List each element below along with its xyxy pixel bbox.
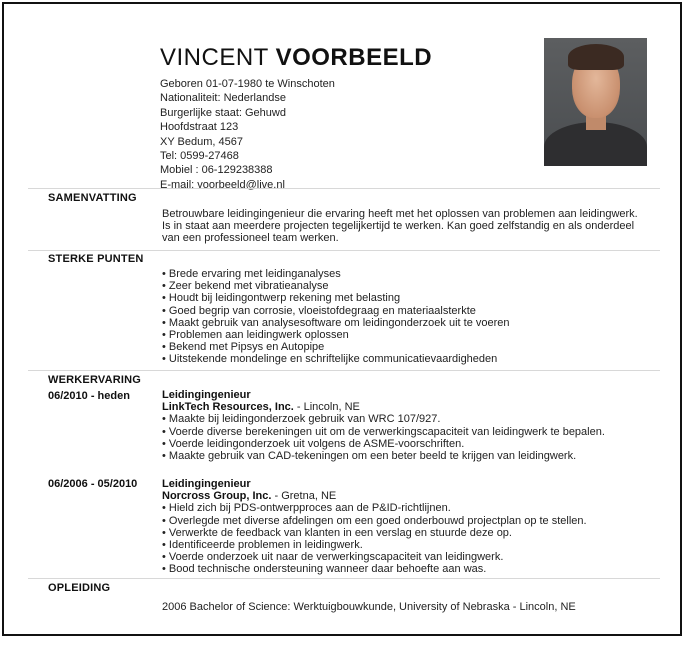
list-item: • Maakt gebruik van analysesoftware om leidingonderzoek uit te voeren [162, 317, 638, 329]
contact-phone: Tel: 0599-27468 [160, 150, 239, 163]
contact-street: Hoofdstraat 123 [160, 121, 239, 134]
list-item: • Zeer bekend met vibratieanalyse [162, 280, 638, 292]
list-item: • Hield zich bij PDS-ontwerpproces aan de P&ID-richtlijnen. [162, 502, 638, 514]
profile-photo [544, 38, 647, 166]
list-item: • Maakte gebruik van CAD-tekeningen om een beter beeld te krijgen van leidingwerk. [162, 450, 638, 462]
list-item: • Bekend met Pipsys en Autopipe [162, 341, 638, 353]
job-entry [162, 478, 638, 576]
strengths-list [162, 268, 638, 366]
contact-email: E-mail: voorbeeld@live.nl [160, 178, 285, 191]
section-divider [28, 370, 660, 371]
list-item: • Problemen aan leidingwerk oplossen [162, 329, 638, 341]
contact-marital-status: Burgerlijke staat: Gehuwd [160, 106, 286, 119]
job-entry [162, 389, 638, 462]
list-item: • Bood technische ondersteuning wanneer daar behoefte aan was. [162, 563, 638, 575]
contact-city: XY Bedum, 4567 [160, 135, 243, 148]
list-item: • Uitstekende mondelinge en schriftelijke communicatievaardigheden [162, 353, 638, 365]
list-item: • Identificeerde problemen in leidingwerk. [162, 539, 638, 551]
contact-birth: Geboren 01-07-1980 te Winschoten [160, 78, 335, 90]
list-item: • Brede ervaring met leidinganalyses [162, 268, 638, 280]
resume-page [2, 2, 682, 636]
contact-mobile: Mobiel : 06-129238388 [160, 164, 273, 177]
list-item: • Voerde onderzoek uit naar de verwerkingscapaciteit van leidingwerk. [162, 551, 638, 563]
summary-heading: SAMENVATTING [48, 192, 137, 204]
last-name: VOORBEELD [275, 44, 433, 71]
job-company: Norcross Group, Inc. - Gretna, NE [162, 490, 337, 503]
contact-details [160, 77, 335, 192]
contact-nationality: Nationaliteit: Nederlandse [160, 92, 286, 105]
section-divider [28, 188, 660, 189]
list-item: • Maakte bij leidingonderzoek gebruik van WRC 107/927. [162, 413, 638, 425]
first-name: VINCENT [160, 44, 269, 71]
section-divider [28, 250, 660, 251]
job-period: 06/2010 - heden [48, 390, 130, 402]
section-divider [28, 578, 660, 579]
summary-text: Betrouwbare leidingingenieur die ervaring heeft met het oplossen van problemen aan leidingwerk. Is in staat aan meerdere projecten tegelijkertijd te werken. Kan goed zelfstandig en als onderdeel van een professioneel team werken. [162, 208, 638, 245]
list-item: • Goed begrip van corrosie, vloeistofdegraag en materiaalsterkte [162, 305, 638, 317]
job-company: LinkTech Resources, Inc. - Lincoln, NE [162, 401, 360, 414]
list-item: • Overlegde met diverse afdelingen om een goed onderbouwd projectplan op te stellen. [162, 515, 638, 527]
job-title: Leidingingenieur [162, 389, 251, 401]
job-title: Leidingingenieur [162, 478, 251, 490]
candidate-name [160, 44, 432, 72]
education-text: 2006 Bachelor of Science: Werktuigbouwkunde, University of Nebraska - Lincoln, NE [162, 601, 576, 613]
education-heading: OPLEIDING [48, 582, 111, 594]
list-item: • Voerde leidingonderzoek uit volgens de ASME-voorschriften. [162, 438, 638, 450]
experience-heading: WERKERVARING [48, 374, 142, 386]
job-period: 06/2006 - 05/2010 [48, 478, 138, 490]
list-item: • Voerde diverse berekeningen uit om de verwerkingscapaciteit van leidingwerk te bepalen. [162, 426, 638, 438]
list-item: • Verwerkte de feedback van klanten in een verslag en stuurde deze op. [162, 527, 638, 539]
list-item: • Houdt bij leidingontwerp rekening met belasting [162, 292, 638, 304]
strengths-heading: STERKE PUNTEN [48, 253, 144, 265]
